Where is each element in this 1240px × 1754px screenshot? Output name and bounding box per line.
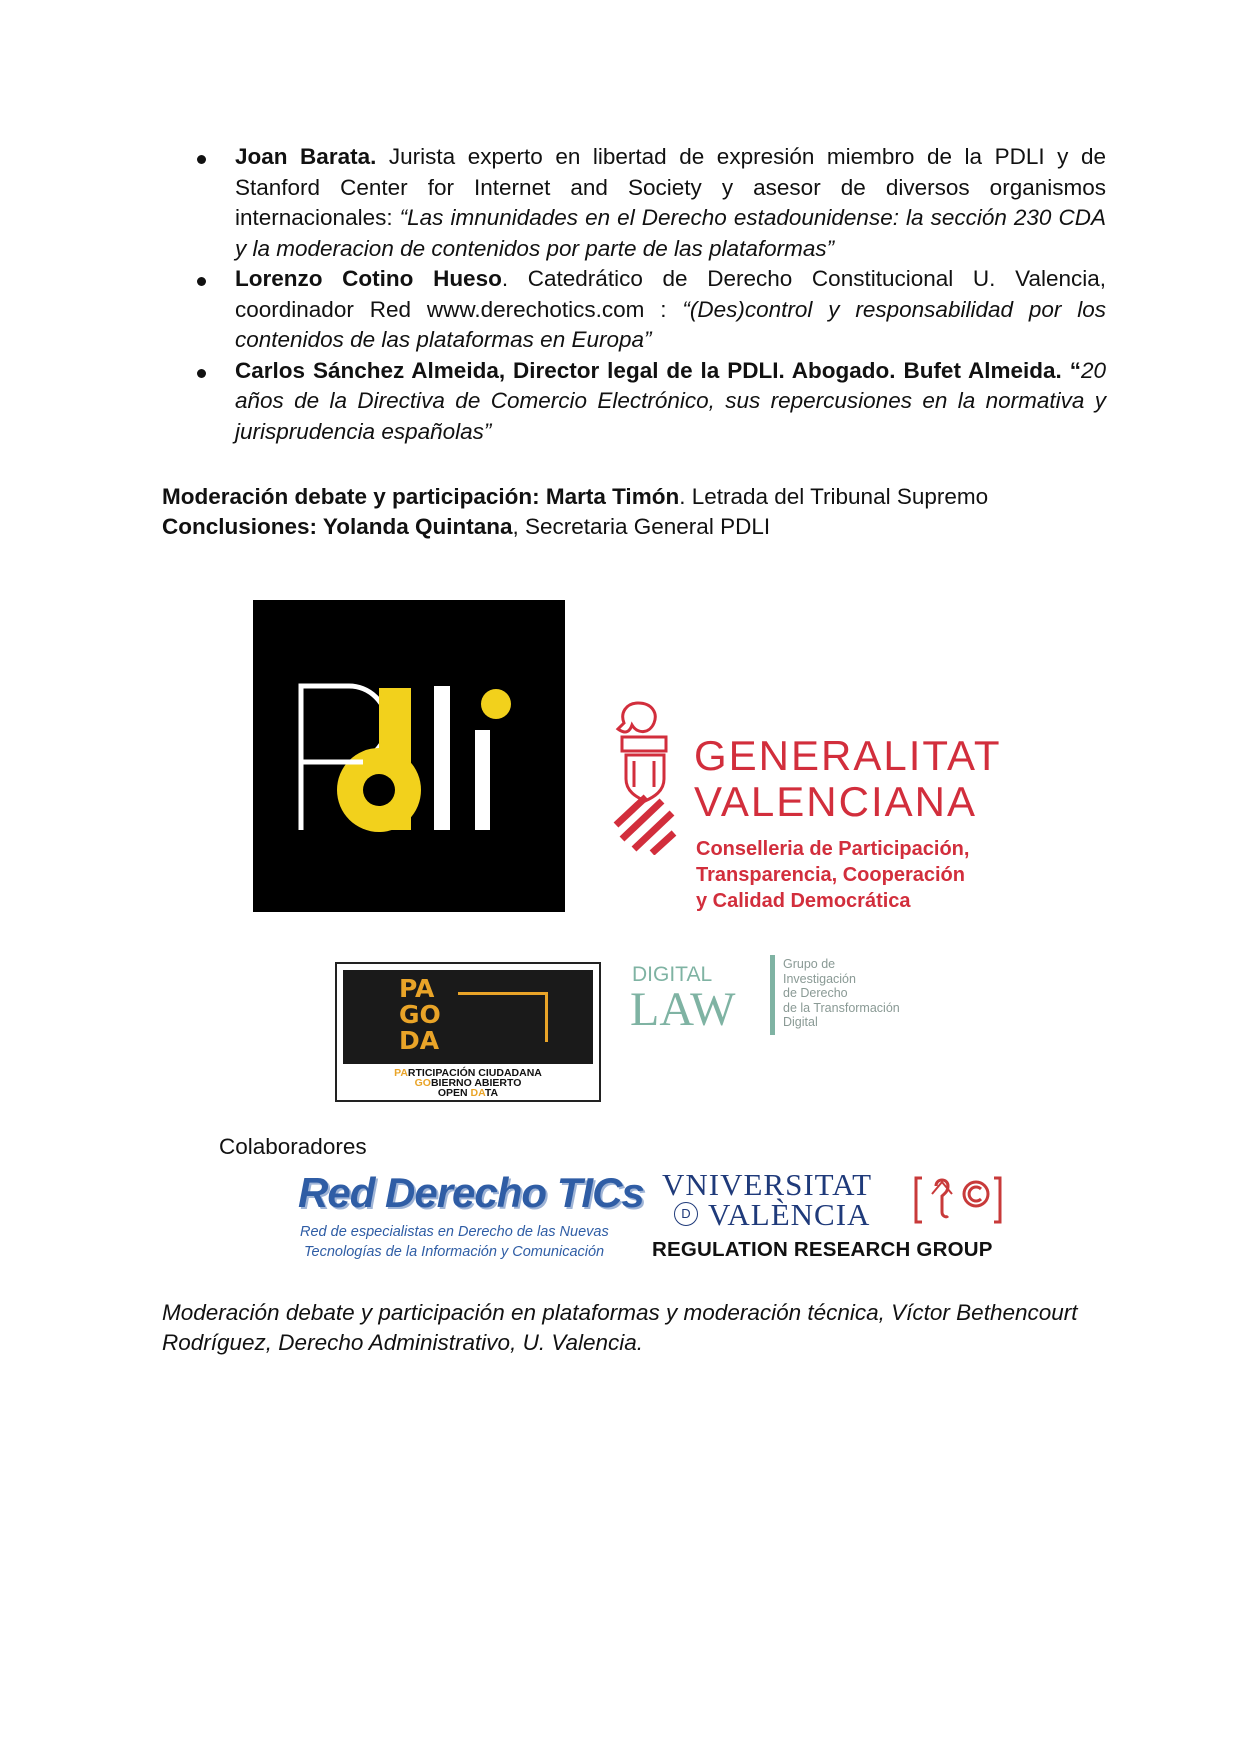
digital-law-top: DIGITAL (632, 963, 713, 986)
red-tics-sub-2: Tecnologías de la Información y Comunicación (304, 1244, 605, 1260)
digital-law-desc-1: Grupo de (783, 957, 836, 971)
bullet-icon (197, 277, 206, 286)
gva-name-1: GENERALITAT (694, 732, 1002, 779)
red-tics-title: Red Derecho TICs (298, 1169, 644, 1216)
pagoda-mark-2: GO (399, 1000, 441, 1029)
gva-dept-2: Transparencia, Cooperación (696, 864, 965, 886)
pagoda-line-1-text: RTICIPACIÓN CIUDADANA (407, 1067, 542, 1079)
speaker-name: Lorenzo Cotino Hueso (235, 266, 502, 291)
uv-logo (652, 1168, 1012, 1268)
speaker-talk: “(Des)control y responsabilidad por los contenidos de las plataformas en Europa” (235, 296, 1107, 352)
pagoda-line-3-hl: DA (470, 1087, 485, 1099)
digital-law-divider (770, 955, 775, 1035)
gva-logo (608, 695, 1008, 915)
digital-law-desc (783, 957, 900, 1030)
pagoda-line-2-text: BIERNO ABIERTO (430, 1077, 522, 1089)
moderation-label: Moderación debate y participación: Marta Timón (162, 484, 680, 509)
uv-name-2: VALÈNCIA (708, 1197, 871, 1232)
digital-law-desc-5: Digital (783, 1015, 818, 1029)
gva-name-2: VALENCIANA (694, 778, 977, 825)
speaker-role: . Catedrático de Derecho Constitucional U. Valencia, coordinador Red www.derechotics.com : (235, 266, 1106, 322)
uv-group-icon (914, 1172, 1002, 1228)
pagoda-line-1-hl: PA (394, 1067, 408, 1079)
digital-law-logo (630, 955, 920, 1045)
speaker-item (235, 142, 1106, 264)
moderation-line (162, 482, 988, 512)
speaker-talk: 20 años de la Directiva de Comercio Electrónico, sus repercusiones en la normativa y jurisprudencia españolas” (235, 357, 1106, 444)
digital-law-desc-3: de Derecho (783, 986, 848, 1000)
speaker-item (235, 356, 1106, 448)
bullet-icon (197, 369, 206, 378)
conclusions-label: Conclusiones: Yolanda Quintana (162, 514, 513, 539)
gva-dept-3: y Calidad Democrática (696, 890, 911, 912)
speaker-role: Jurista experto en libertad de expresión miembro de la PDLI y de Stanford Center for Internet and Society y asesor de diversos organismos internacionales: (235, 144, 1107, 230)
pagoda-line-3 (337, 1088, 599, 1098)
pagoda-roof-line (458, 992, 548, 995)
pdli-logo (253, 600, 565, 912)
footer-note: Moderación debate y participación en plataformas y moderación técnica, Víctor Bethencourt Rodríguez, Derecho Administrativo, U. Valencia. (162, 1300, 1078, 1355)
pagoda-line-3-b: TA (484, 1087, 499, 1099)
moderation-text: . Letrada del Tribunal Supremo (679, 484, 989, 509)
speaker-name: Joan Barata. (235, 144, 377, 169)
gva-dept-1: Conselleria de Participación, (696, 838, 970, 860)
red-tics-logo (298, 1169, 644, 1266)
speaker-talk: “Las imnunidades en el Derecho estadounidense: la sección 230 CDA y la moderacion de contenidos por parte de las plataformas” (235, 205, 1106, 261)
digital-law-desc-4: de la Transformación (783, 1000, 900, 1015)
pagoda-post-line (545, 992, 548, 1042)
speakers-list (235, 142, 1106, 447)
pagoda-mark-bg (343, 970, 593, 1064)
conclusions-text: , Secretaria General PDLI (512, 514, 771, 539)
speaker-item (235, 264, 1106, 356)
collaborators-label: Colaboradores (219, 1134, 367, 1159)
speaker-name: Carlos Sánchez Almeida, Director legal de la PDLI. Abogado. Bufet Almeida. “ (235, 357, 1081, 383)
pagoda-mark-3: DA (399, 1026, 440, 1055)
pagoda-line-2-hl: GO (414, 1077, 431, 1089)
pagoda-line-3-a: OPEN (437, 1087, 471, 1099)
gva-shield-icon (608, 695, 678, 855)
digital-law-main: LAW (630, 983, 736, 1036)
uv-name-1: VNIVERSITAT (662, 1167, 873, 1202)
uv-group-name: REGULATION RESEARCH GROUP (652, 1238, 993, 1261)
conclusions-line (162, 512, 770, 542)
pdli-mark (253, 600, 565, 912)
digital-law-desc-2: Investigación (783, 971, 856, 986)
uv-seal-icon: D (674, 1202, 698, 1226)
pagoda-mark-1: PA (399, 974, 435, 1003)
bullet-icon (197, 155, 206, 164)
pagoda-logo (335, 962, 601, 1102)
red-tics-sub-1: Red de especialistas en Derecho de las Nuevas (300, 1224, 609, 1240)
